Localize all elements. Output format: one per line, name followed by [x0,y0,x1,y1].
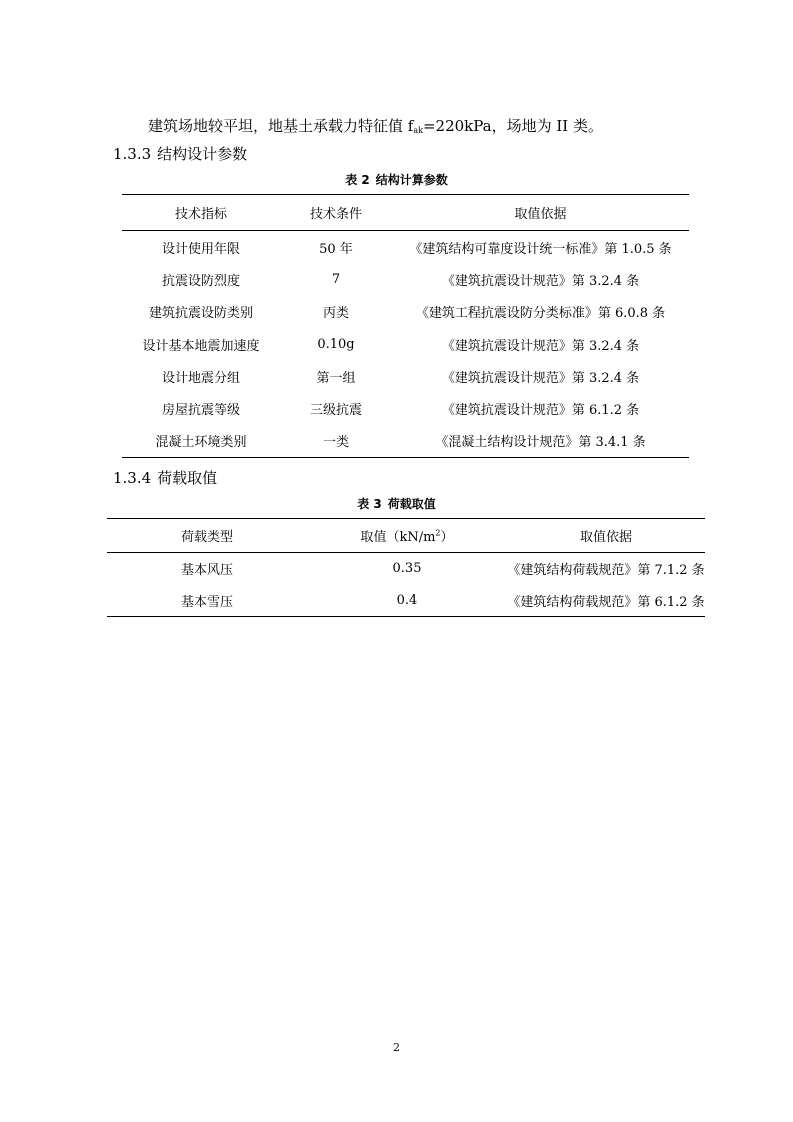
table-row [122,231,689,264]
page-number: 2 [393,1041,400,1054]
table-2-caption-number: 表 2 [345,173,370,187]
column-header-basis: 取值依据 [579,530,632,545]
section-number: 1.3.3 [113,145,152,163]
unit-superscript: 2 [435,528,441,538]
column-header-condition: 技术条件 [309,207,362,222]
table-cell: 0.10g [317,336,355,352]
table-cell: 《建筑抗震设计规范》第 3.2.4 条 [441,338,640,354]
table-cell: 设计使用年限 [161,241,240,257]
section-title: 结构设计参数 [157,145,248,163]
section-number: 1.3.4 [113,469,152,487]
table-row [122,392,689,424]
table-row [107,585,705,617]
column-header-indicator: 技术指标 [174,207,227,222]
table-cell: 《建筑结构荷载规范》第 6.1.2 条 [507,594,705,610]
table-cell: 抗震设防烈度 [161,273,240,289]
table-cell: 混凝土环境类别 [155,435,247,451]
table-row [122,263,689,295]
site-description-paragraph [148,116,603,141]
table-cell: 基本风压 [180,563,233,579]
table-cell: 50 年 [319,241,353,257]
table-header-row [107,519,705,553]
table-row [122,328,689,360]
bearing-capacity-subscript: ak [413,126,423,135]
column-header-load-type: 荷载类型 [180,530,233,545]
table-cell: 《建筑抗震设计规范》第 3.2.4 条 [441,370,640,386]
load-values-table [107,518,705,617]
table-2-caption-title: 结构计算参数 [375,173,448,187]
table-cell: 《建筑工程抗震设防分类标准》第 6.0.8 条 [415,306,666,322]
table-row [122,296,689,328]
section-title: 荷载取值 [157,469,218,487]
table-cell: 《建筑抗震设计规范》第 3.2.4 条 [441,273,640,289]
table-2-caption [0,172,793,188]
table-cell: 房屋抗震等级 [161,403,240,419]
table-3-caption [0,496,793,512]
table-cell: 设计基本地震加速度 [142,338,260,354]
column-header-basis: 取值依据 [514,207,567,222]
paragraph-text-start: 建筑场地较平坦，地基土承载力特征值 f [148,117,414,135]
table-3-caption-title: 荷载取值 [387,497,436,511]
table-cell: 0.35 [392,561,422,577]
table-row [122,425,689,458]
paragraph-text-end: =220kPa，场地为 II 类。 [422,117,603,135]
value-header-text: 取值（kN/m [360,530,436,545]
table-cell: 丙类 [322,306,349,322]
table-header-row [122,195,689,231]
table-cell: 《混凝土结构设计规范》第 3.4.1 条 [435,435,646,451]
table-cell: 建筑抗震设防类别 [148,306,253,322]
value-header-close: ） [440,530,454,545]
table-cell: 一类 [322,435,349,451]
table-cell: 《建筑抗震设计规范》第 6.1.2 条 [441,403,640,419]
column-header-value [307,519,507,553]
table-cell: 第一组 [316,370,356,386]
table-cell: 0.4 [396,592,418,608]
table-cell: 《建筑结构荷载规范》第 7.1.2 条 [507,563,705,579]
table-cell: 三级抗震 [309,403,362,419]
table-row [122,360,689,392]
table-cell: 设计地震分组 [161,370,240,386]
table-cell: 基本雪压 [180,594,233,610]
table-row [107,553,705,585]
table-3-caption-number: 表 3 [357,497,382,511]
structural-parameters-table [122,194,689,458]
section-heading-structural-parameters [113,144,247,164]
table-cell: 7 [331,271,341,287]
section-heading-load-values [113,468,217,488]
table-cell: 《建筑结构可靠度设计统一标准》第 1.0.5 条 [409,241,672,257]
